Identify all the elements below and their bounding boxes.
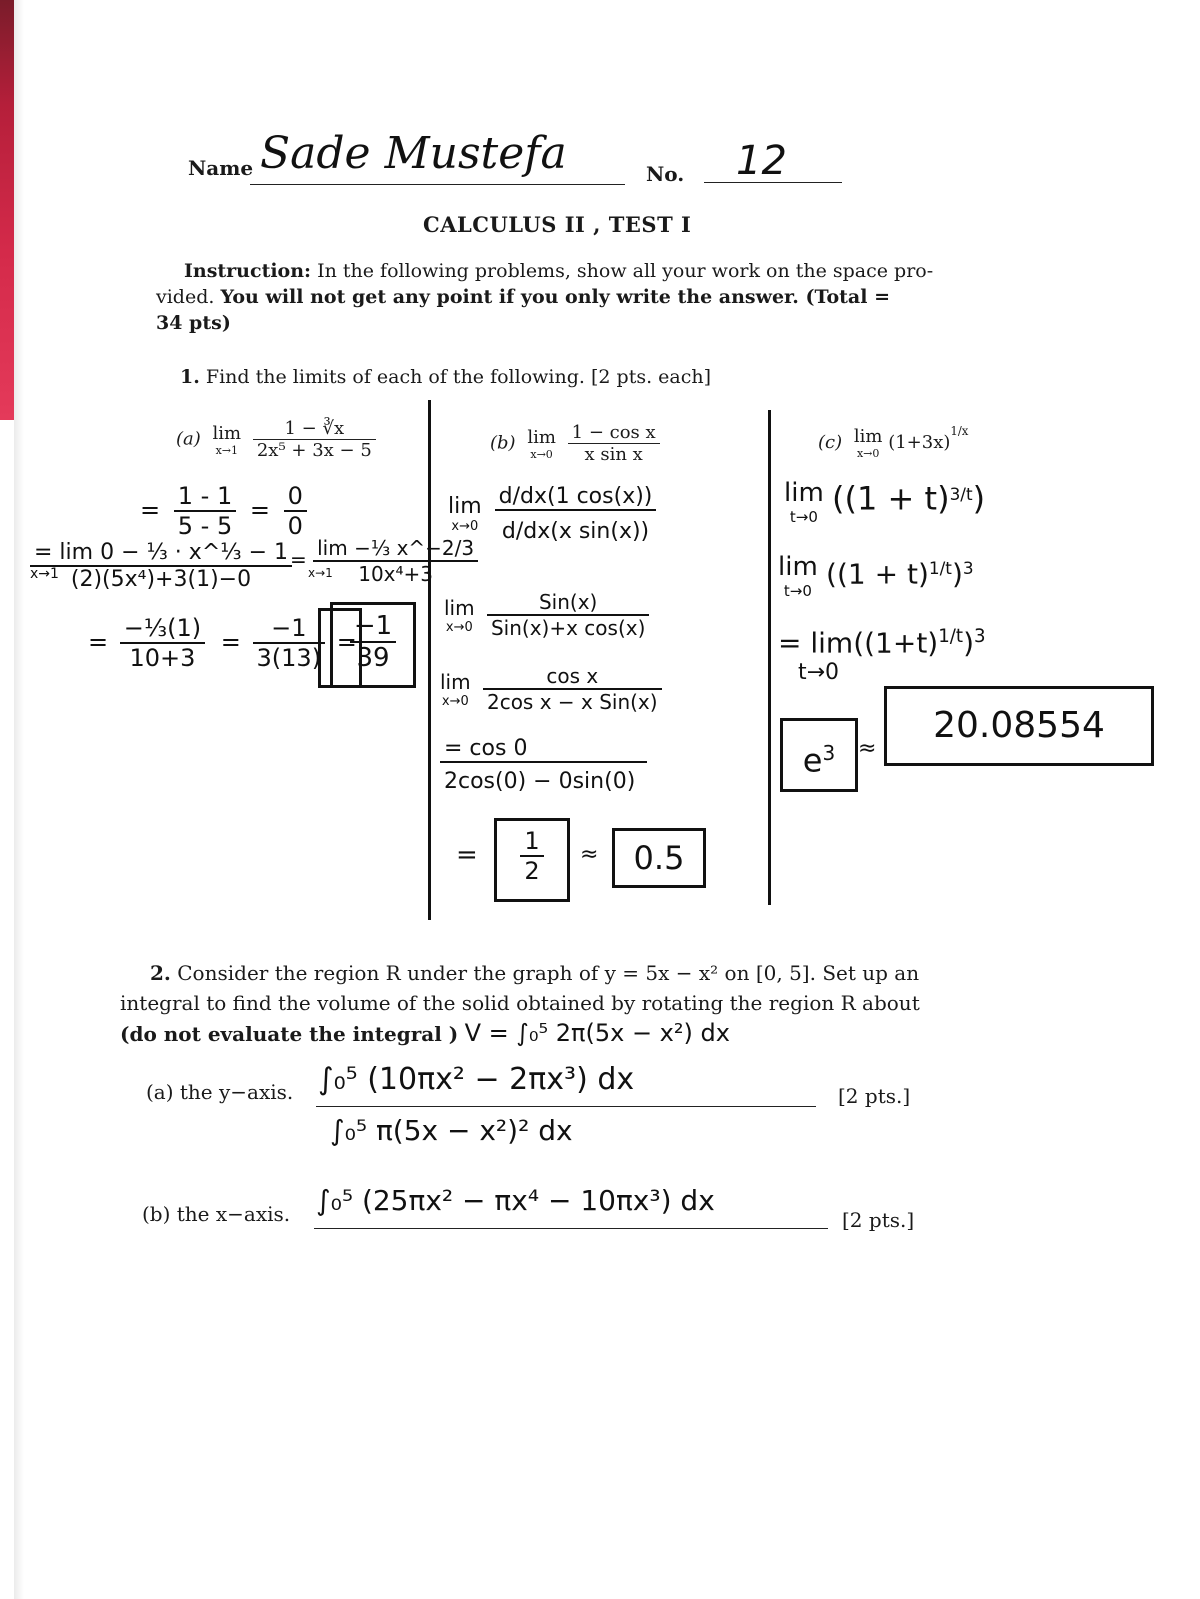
q2a-answer-line <box>316 1056 816 1107</box>
number-value: 12 <box>736 138 787 184</box>
q1b-problem <box>490 422 660 465</box>
q1c-lim: lim <box>853 426 883 447</box>
q1a-work-step1: = $\frac{1 - 1}{5 - 5}$ = $\frac{0}{0}$ <box>140 482 307 540</box>
q2a-answer: ∫₀⁵ (10πx² − 2πx³) dx <box>318 1062 635 1097</box>
q1b-decimal-box: 0.5 <box>612 828 706 888</box>
q1a-label: (a) <box>176 428 201 450</box>
q1c-answer-pow: 3 <box>822 741 836 765</box>
instruction-text: In the following problems, show all your work on the space pro- <box>317 260 934 282</box>
q1a-numerator: 1 − ∛x <box>253 418 376 440</box>
q2b-points: [2 pts.] <box>842 1208 915 1232</box>
name-label: Name <box>188 156 254 180</box>
q1c-exp: 1/x <box>950 424 969 438</box>
q1c-work-step3: = $\lim((1+t)^{1/t})^3$ t→0 <box>778 626 986 685</box>
q1c-expr: (1+3x) <box>888 432 951 453</box>
q1-number: 1. <box>180 366 200 388</box>
q1a-answer-num: −1 <box>350 611 396 643</box>
q1b-work-step2: lim x→0 $\frac{\text{Sin(x)}}{\text{Sin(x)+x cos(x)}}$ <box>444 590 649 640</box>
number-field <box>704 140 842 183</box>
q1b-work-step1: lim x→0 $\frac{d/dx(1 \cos(x))}{\text{d/dx(x sin(x))}}$ <box>448 484 656 544</box>
column-divider-1 <box>428 400 431 920</box>
q2a-label: (a) the y−axis. <box>146 1080 294 1104</box>
number-label: No. <box>646 162 685 186</box>
q2b-label: (b) the x−axis. <box>142 1202 291 1226</box>
q1b-approx: ≈ <box>580 842 599 867</box>
q1b-numerator: 1 − cos x <box>568 422 660 444</box>
q1c-label: (c) <box>818 432 843 453</box>
q2-hand-note: V = ∫₀⁵ 2π(5x − x²) dx <box>464 1019 730 1047</box>
q1b-label: (b) <box>490 432 516 454</box>
q1a-answer-box <box>330 602 416 688</box>
q1a-lim: lim <box>212 422 242 444</box>
column-divider-2 <box>768 410 771 905</box>
q2-block <box>120 958 1020 1049</box>
q2b-answer: ∫₀⁵ (25πx² − πx⁴ − 10πx³) dx <box>316 1184 715 1217</box>
instruction-lead: Instruction: <box>184 260 312 282</box>
q1b-answer-den: 2 <box>524 857 540 885</box>
q2a-extra: ∫₀⁵ π(5x − x²)² dx <box>330 1114 573 1147</box>
q1-prompt <box>180 366 711 388</box>
q1c-lim-sub: x→0 <box>856 447 880 460</box>
q1c-work-step2: lim t→0 $((1 + t)^{1/t})^3$ <box>778 552 974 600</box>
q1-text: Find the limits of each of the following. <box>205 366 585 388</box>
q1a-problem <box>176 418 376 461</box>
q1b-lim: lim <box>527 426 556 448</box>
q1b-work-step3: lim x→0 $\frac{\text{cos x}}{\text{2cos x − x Sin(x)}}$ <box>440 664 662 714</box>
q1a-lim-sub: x→1 <box>215 443 239 457</box>
page-edge <box>0 0 14 420</box>
q1b-equals: = <box>456 840 478 870</box>
q2-line1: Consider the region R under the graph of y = 5x − x² on [0, 5]. Set up an <box>177 961 920 985</box>
q2-line2: integral to find the volume of the solid obtained by rotating the region R about <box>120 991 920 1015</box>
q1a-work-step2: $\frac{\text{= lim 0 − ⅓ · x\textasciicircum{}⅓ − 1}}{\text{(2)(5x⁴)+3(1)−0}}$ x→1 <box>30 540 292 592</box>
q1c-answer-box <box>780 718 858 792</box>
q1c-problem <box>818 426 968 460</box>
q1a-work-step4: = $\frac{\text{−⅓(1)}}{10+3}$ = $\frac{-1}{3(13)}$ = <box>88 614 357 672</box>
q1b-answer-box <box>494 818 570 902</box>
q1b-work-step4: $\frac{= \cos 0}{2\cos(0) - 0\sin(0)}$ <box>440 736 647 794</box>
q2-number: 2. <box>150 961 171 985</box>
name-signature: Sade Mustefa <box>260 128 567 179</box>
q2a-points: [2 pts.] <box>838 1084 911 1108</box>
q1a-work-step3: = $\frac{\text{lim −⅓ x\textasciicircum{}−2/3}}{\text{10x⁴+3}}$ x→1 <box>290 536 478 586</box>
instruction-block <box>156 258 986 336</box>
q2-line3: (do not evaluate the integral ) <box>120 1022 459 1046</box>
q1c-answer-e: e <box>802 741 823 780</box>
q1c-approx: ≈ <box>858 736 877 761</box>
q1b-denominator: x sin x <box>584 444 643 465</box>
q1c-decimal-box: 20.08554 <box>884 686 1154 766</box>
q2b-answer-line <box>314 1176 828 1229</box>
q1a-answer-den: 39 <box>356 643 390 673</box>
q1b-answer-num: 1 <box>520 827 543 857</box>
instruction-total: 34 pts) <box>156 312 231 334</box>
q1c-work-step1: lim t→0 $((1 + t)^{3/t})$ <box>784 478 986 526</box>
q1a-denominator: 2x⁵ + 3x − 5 <box>256 440 372 461</box>
name-field <box>250 120 625 185</box>
page-title: CALCULUS II , TEST I <box>423 212 692 237</box>
q1-points: [2 pts. each] <box>590 366 712 388</box>
instruction-text-2: vided. <box>156 286 215 308</box>
q1b-lim-sub: x→0 <box>530 447 553 461</box>
instruction-warning: You will not get any point if you only write the answer. (Total = <box>220 286 890 308</box>
